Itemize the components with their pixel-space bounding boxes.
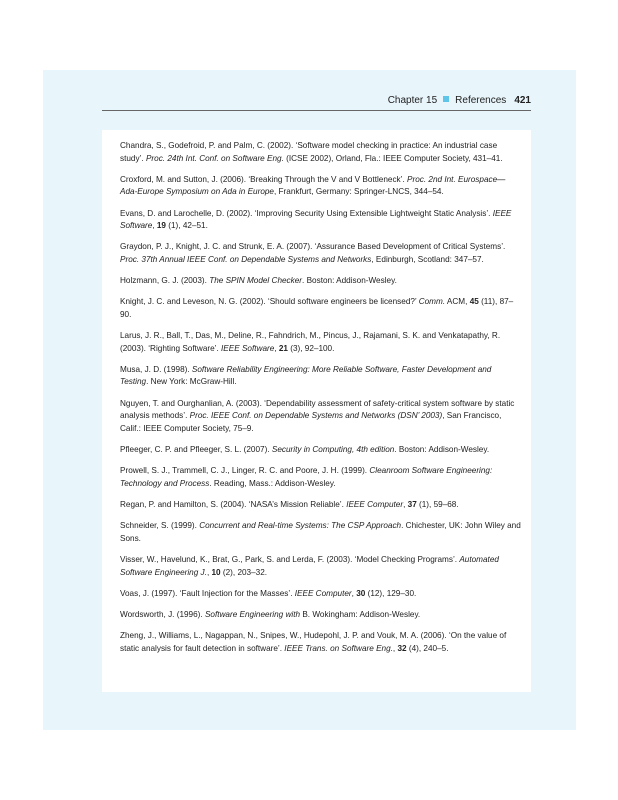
square-bullet-icon <box>443 96 449 102</box>
page-number: 421 <box>514 95 531 106</box>
reference-entry: Visser, W., Havelund, K., Brat, G., Park, S. and Lerda, F. (2003). ‘Model Checking Programs’. Automated Software Engineering J., 10 (2), 203–32. <box>120 554 499 577</box>
reference-entry: Larus, J. R., Ball, T., Das, M., Deline, R., Fahndrich, M., Pincus, J., Rajamani, S. K. and Venkatapathy, R. (2003). ‘Righting Software’. IEEE Software, 21 (3), 92–100. <box>120 331 501 353</box>
running-header <box>102 95 531 111</box>
section-label: References <box>455 95 507 106</box>
chapter-label: Chapter 15 <box>387 95 438 106</box>
reference-entry: Schneider, S. (1999). Concurrent and Real-time Systems: The CSP Approach. Chichester, UK: John Wiley and Sons. <box>120 521 521 543</box>
reference-entry: Regan, P. and Hamilton, S. (2004). ‘NASA’s Mission Reliable’. IEEE Computer, 37 (1), 59–68. <box>120 500 459 509</box>
reference-entry: Holzmann, G. J. (2003). The SPIN Model Checker. Boston: Addison-Wesley. <box>120 276 397 286</box>
header-rule <box>102 110 531 111</box>
reference-list <box>102 130 531 655</box>
reference-entry: Musa, J. D. (1998). Software Reliability Engineering: More Reliable Software, Faster Development and Testing. New York: McGraw-Hill. <box>120 364 492 387</box>
reference-entry: Croxford, M. and Sutton, J. (2006). ‘Breaking Through the V and V Bottleneck’. Proc. 2nd Int. Eurospace—Ada-Europe Symposium on Ada in Europe, Frankfurt, Germany: Springer-LNCS, 344–54. <box>120 174 506 197</box>
reference-entry: Prowell, S. J., Trammell, C. J., Linger, R. C. and Poore, J. H. (1999). Cleanroom Software Engineering: Technology and Process. Reading, Mass.: Addison-Wesley. <box>120 466 493 488</box>
reference-entry: Zheng, J., Williams, L., Nagappan, N., Snipes, W., Hudepohl, J. P. and Vouk, M. A. (2006). ‘On the value of static analysis for fault detection in software’. IEEE Trans. on Software Eng., 32 (4), 240–5. <box>120 631 507 653</box>
reference-entry: Chandra, S., Godefroid, P. and Palm, C. (2002). ‘Software model checking in practice: An industrial case study’. Proc. 24th Int. Conf. on Software Eng. (ICSE 2002), Orland, Fla.: IEEE Computer Society, 431–41. <box>120 141 503 163</box>
reference-entry: Knight, J. C. and Leveson, N. G. (2002). ‘Should software engineers be licensed?’ Comm. ACM, 45 (11), 87–90. <box>120 297 514 319</box>
reference-entry: Nguyen, T. and Ourghanlian, A. (2003). ‘Dependability assessment of safety-critical system software by static analysis methods’. Proc. IEEE Conf. on Dependable Systems and Networks (DSN’ 2003), San Francisco, Calif.: IEEE Computer Society, 75–9. <box>120 398 515 433</box>
reference-entry: Graydon, P. J., Knight, J. C. and Strunk, E. A. (2007). ‘Assurance Based Development of Critical Systems’. Proc. 37th Annual IEEE Conf. on Dependable Systems and Networks, Edinburgh, Scotland: 347–57. <box>120 242 506 264</box>
reference-entry: Pfleeger, C. P. and Pfleeger, S. L. (2007). Security in Computing, 4th edition. Boston: Addison-Wesley. <box>120 445 490 455</box>
reference-entry: Evans, D. and Larochelle, D. (2002). ‘Improving Security Using Extensible Lightweight Static Analysis’. IEEE Software, 19 (1), 42–51. <box>120 208 512 231</box>
reference-entry: Wordsworth, J. (1996). Software Engineering with B. Wokingham: Addison-Wesley. <box>120 609 421 619</box>
references-panel <box>102 130 531 692</box>
reference-entry: Voas, J. (1997). ‘Fault Injection for the Masses’. IEEE Computer, 30 (12), 129–30. <box>120 588 417 598</box>
